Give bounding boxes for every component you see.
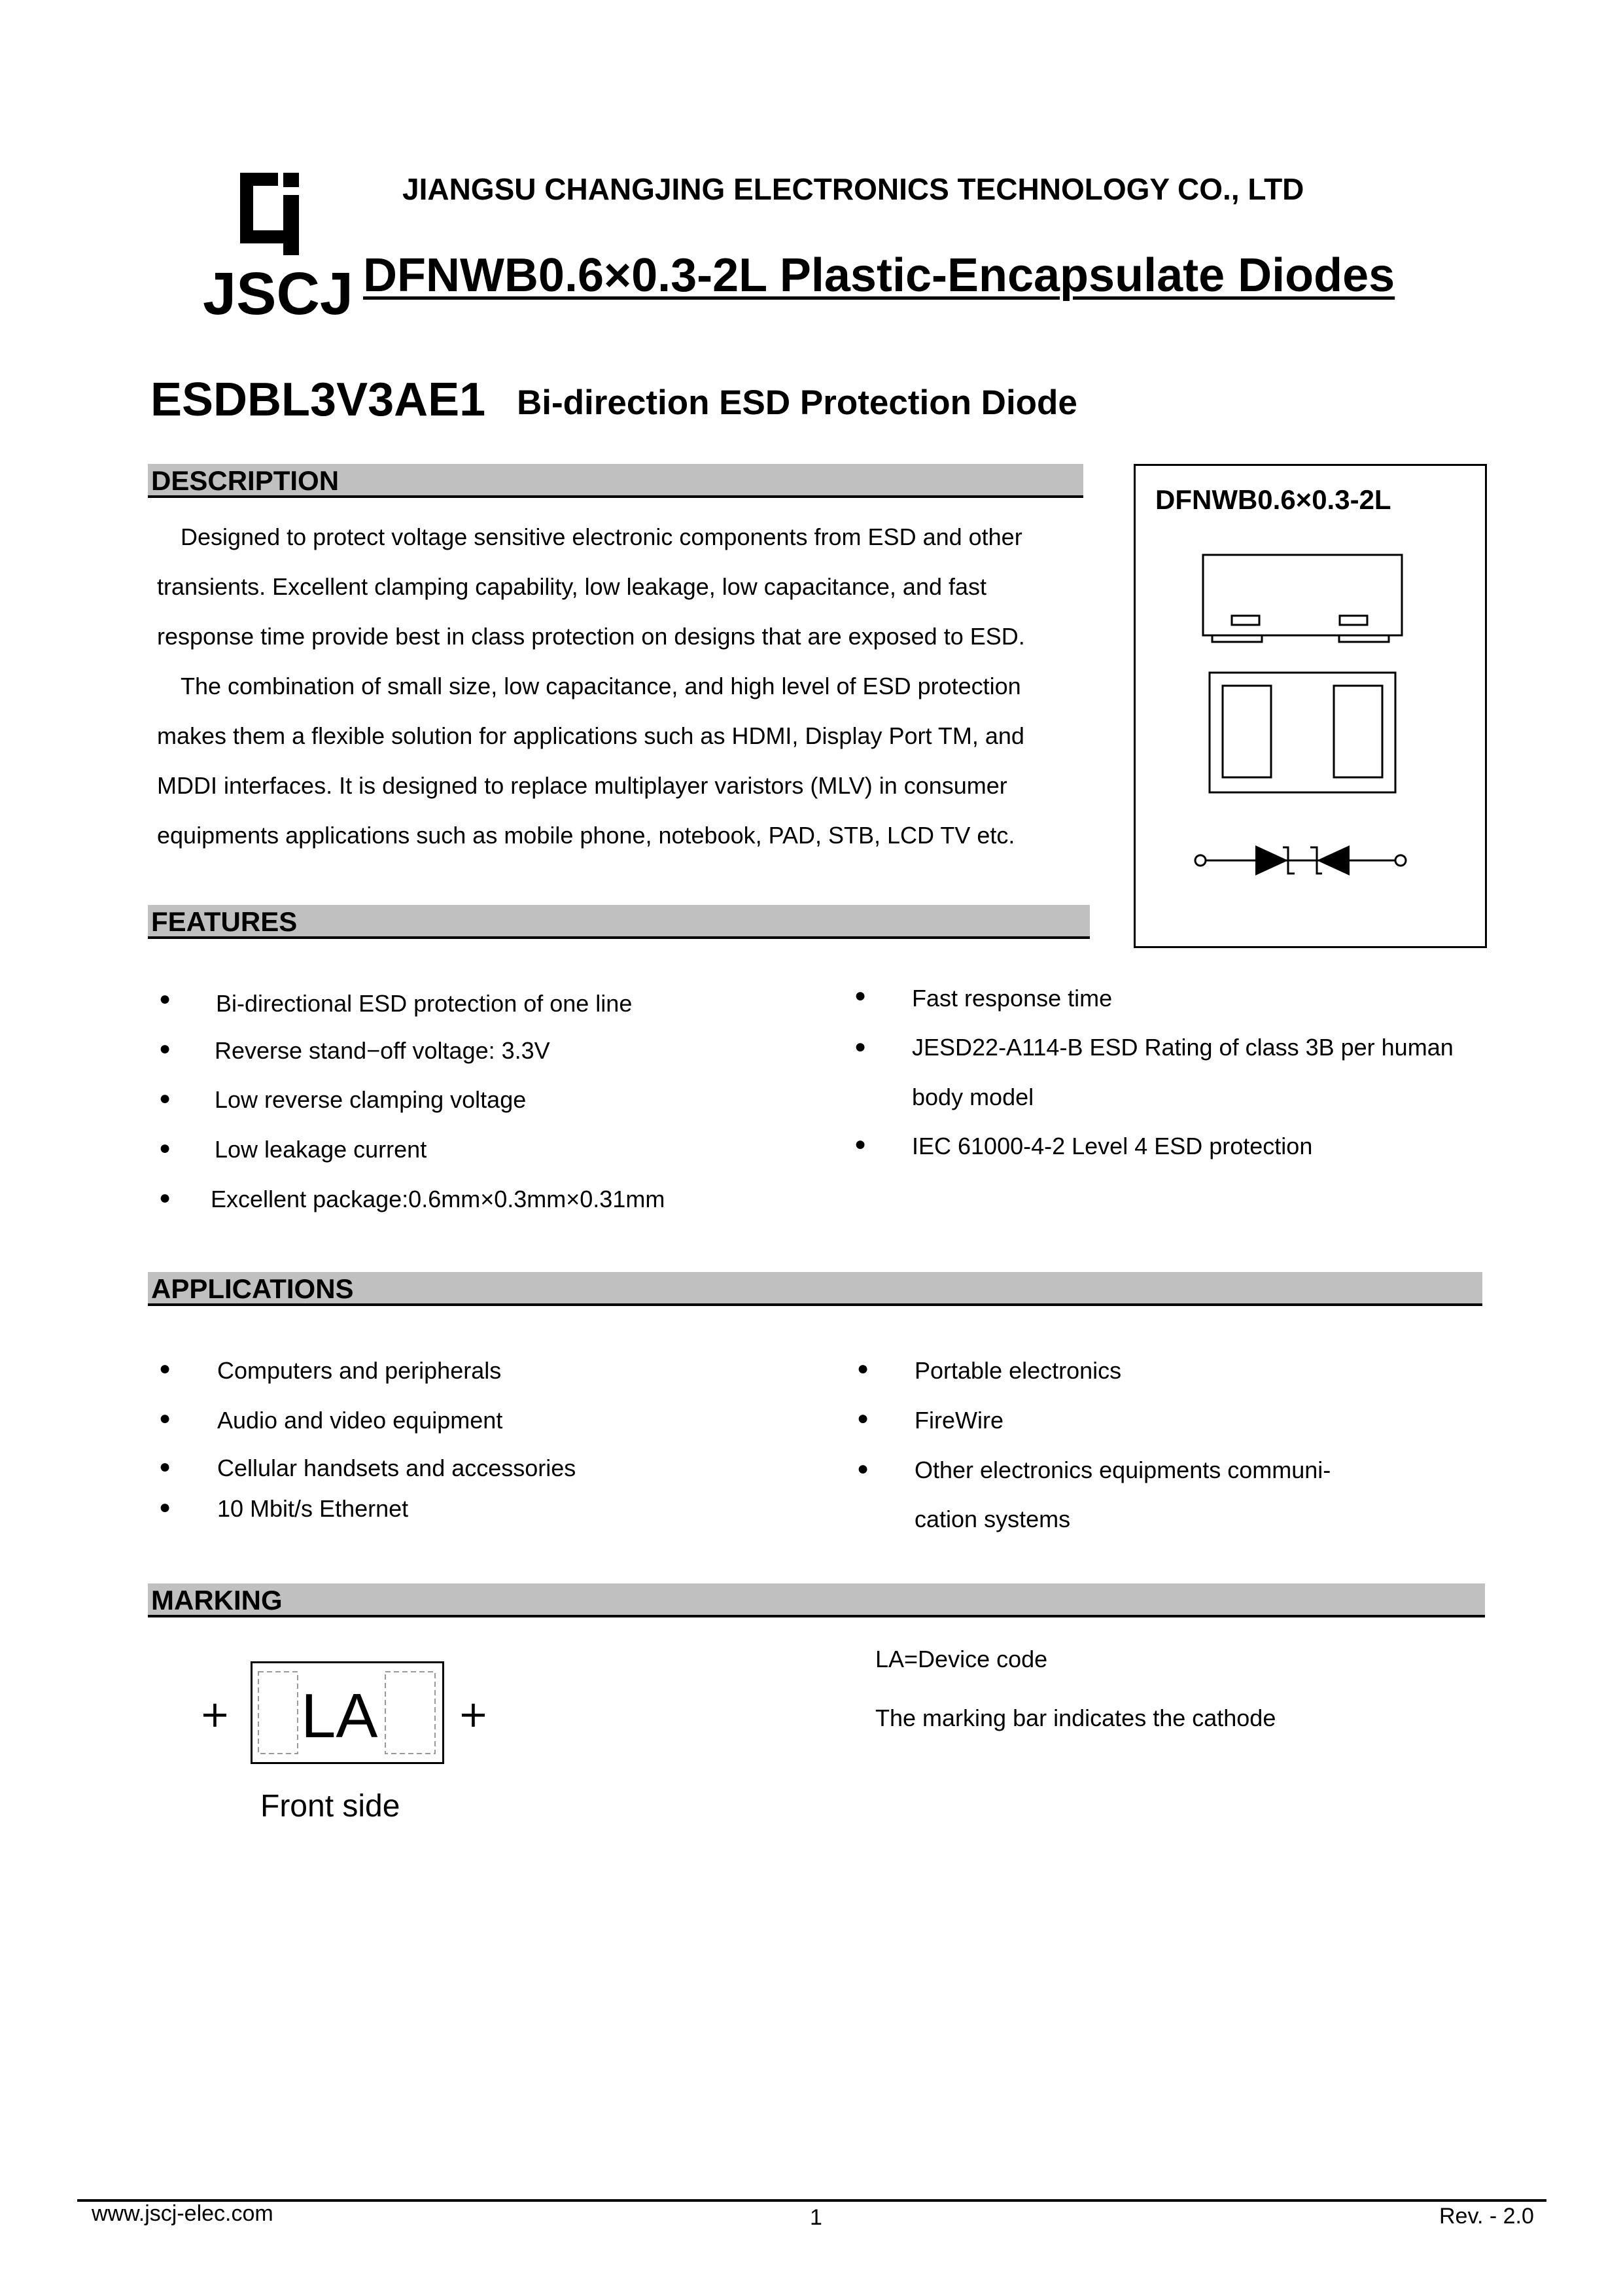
product-subtitle: Bi-direction ESD Protection Diode: [517, 383, 1077, 422]
bullet-icon: ●: [159, 1038, 171, 1059]
application-item: Other electronics equipments communi-: [915, 1457, 1331, 1483]
front-side-label: Front side: [260, 1789, 400, 1824]
bullet-icon: ●: [854, 985, 867, 1006]
feature-item: Low reverse clamping voltage: [215, 1086, 527, 1113]
marking-note-device-code: LA=Device code: [875, 1646, 1048, 1672]
description-line: The combination of small size, low capacitance, and high level of ESD protection: [181, 673, 1021, 699]
bullet-icon: ●: [857, 1358, 869, 1379]
feature-item: JESD22-A114-B ESD Rating of class 3B per human: [912, 1034, 1454, 1061]
bullet-icon: ●: [159, 1358, 171, 1379]
description-line: makes them a flexible solution for applications such as HDMI, Display Port TM, and: [157, 722, 1024, 749]
footer-revision: Rev. - 2.0: [1439, 2204, 1534, 2229]
application-item: Cellular handsets and accessories: [217, 1455, 576, 1481]
bullet-icon: ●: [854, 1036, 867, 1057]
description-body: [157, 512, 1025, 860]
marking-note-cathode: The marking bar indicates the cathode: [875, 1704, 1276, 1731]
bullet-icon: ●: [159, 1137, 171, 1159]
bullet-icon: ●: [159, 1496, 171, 1518]
plus-sign: +: [458, 1693, 489, 1736]
applications-heading: APPLICATIONS: [148, 1272, 1482, 1306]
bullet-icon: ●: [857, 1407, 869, 1429]
application-item: 10 Mbit/s Ethernet: [217, 1495, 409, 1522]
description-line: MDDI interfaces. It is designed to replace multiplayer varistors (MLV) in consumer: [157, 772, 1007, 799]
features-heading: FEATURES: [148, 905, 1090, 939]
bullet-icon: ●: [159, 1407, 171, 1429]
bullet-icon: ●: [159, 1087, 171, 1109]
application-item: Computers and peripherals: [217, 1357, 502, 1384]
description-line: Designed to protect voltage sensitive electronic components from ESD and other: [181, 523, 1022, 550]
description-line: transients. Excellent clamping capability, low leakage, low capacitance, and fast: [157, 573, 987, 600]
company-name: JIANGSU CHANGJING ELECTRONICS TECHNOLOGY CO., LTD: [402, 172, 1304, 206]
application-item: cation systems: [915, 1506, 1071, 1532]
bullet-icon: ●: [159, 1187, 171, 1209]
bullet-icon: ●: [159, 988, 171, 1010]
package-drawing: [1134, 464, 1487, 948]
application-item: FireWire: [915, 1407, 1003, 1434]
description-line: equipments applications such as mobile phone, notebook, PAD, STB, LCD TV etc.: [157, 822, 1015, 849]
feature-item: IEC 61000-4-2 Level 4 ESD protection: [912, 1133, 1313, 1159]
document-title: DFNWB0.6×0.3-2L Plastic-Encapsulate Diodes: [363, 249, 1395, 302]
feature-item: Bi-directional ESD protection of one line: [216, 990, 633, 1017]
bullet-icon: ●: [159, 1456, 171, 1477]
footer-website: www.jscj-elec.com: [92, 2201, 273, 2226]
logo-text: JSCJ: [202, 260, 354, 327]
footer-page-number: 1: [810, 2205, 822, 2230]
bullet-icon: ●: [857, 1458, 869, 1479]
bullet-icon: ●: [854, 1133, 867, 1155]
jscj-logo: [202, 171, 354, 327]
part-number: ESDBL3V3AE1: [150, 374, 486, 426]
plus-sign: +: [200, 1693, 230, 1736]
feature-item: Reverse stand−off voltage: 3.3V: [215, 1037, 550, 1064]
footer-divider: [77, 2199, 1546, 2202]
description-heading: DESCRIPTION: [148, 464, 1083, 498]
feature-item: Excellent package:0.6mm×0.3mm×0.31mm: [211, 1186, 665, 1212]
application-item: Audio and video equipment: [217, 1407, 503, 1434]
description-line: response time provide best in class protection on designs that are exposed to ESD.: [157, 623, 1025, 650]
marking-heading: MARKING: [148, 1583, 1485, 1617]
package-title: DFNWB0.6×0.3-2L: [1155, 484, 1391, 515]
feature-item: Fast response time: [912, 985, 1113, 1012]
application-item: Portable electronics: [915, 1357, 1122, 1384]
marking-code: LA: [301, 1681, 378, 1751]
feature-item: Low leakage current: [215, 1136, 427, 1163]
feature-item: body model: [912, 1084, 1034, 1110]
